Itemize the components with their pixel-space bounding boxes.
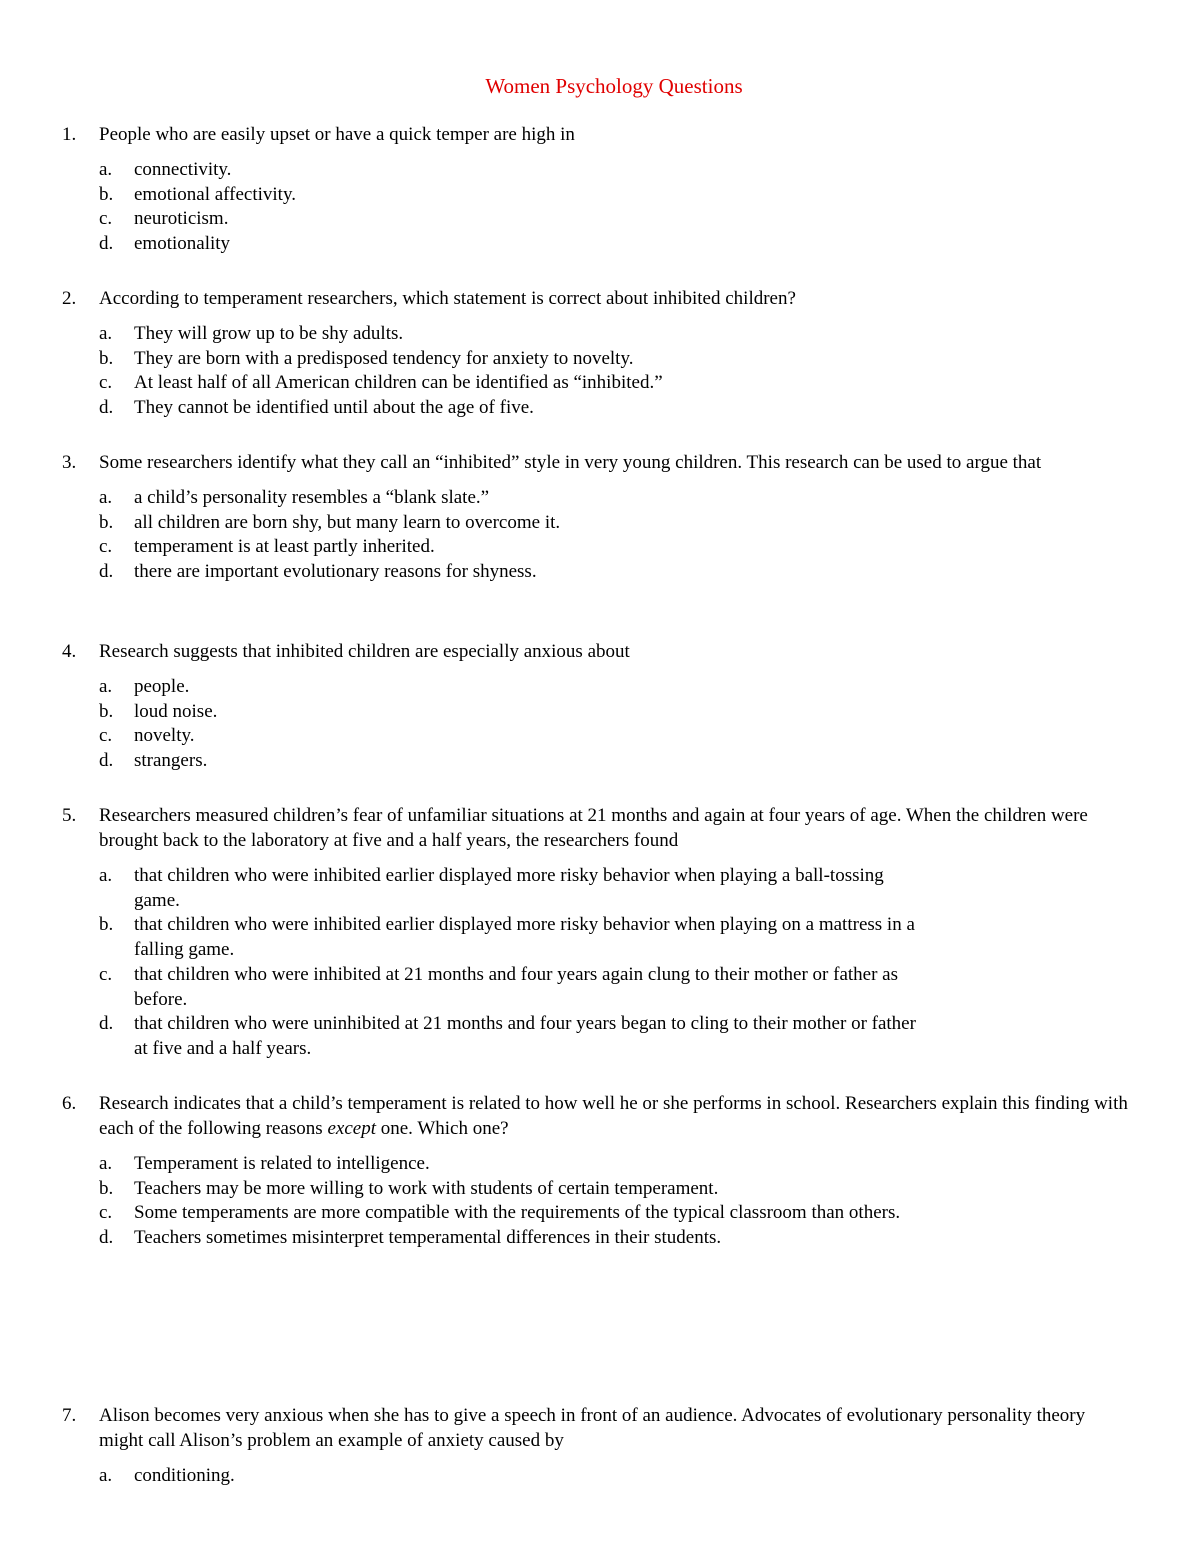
option-letter: c. [99, 725, 113, 747]
answer-option-c [62, 371, 1132, 396]
answer-option-a [62, 675, 1132, 700]
option-letter: d. [99, 233, 114, 255]
answer-options [62, 158, 1132, 257]
option-text: that children who were uninhibited at 21 months and four years began to cling to their mother or father at five and a half years. [134, 1013, 916, 1059]
option-letter: a. [99, 1465, 113, 1486]
option-letter: b. [99, 700, 114, 722]
option-letter: a. [99, 487, 113, 508]
option-letter: c. [99, 536, 113, 558]
answer-options [62, 864, 1132, 1062]
answer-option-d [62, 560, 1132, 585]
answer-option-b [62, 183, 1132, 208]
option-letter: d. [99, 561, 114, 583]
question-text: Research indicates that a child’s temperament is related to how well he or she performs in school. Researchers explain this finding with each of the following reasons except one. Which one? [99, 1093, 1128, 1139]
option-text: Temperament is related to intelligence. [134, 1153, 430, 1174]
option-text: that children who were inhibited at 21 months and four years again clung to their mother or father as before. [134, 963, 898, 1010]
option-text: that children who were inhibited earlier displayed more risky behavior when playing a ball-tossing game. [134, 865, 884, 911]
document-title: Women Psychology Questions [485, 74, 743, 98]
option-text: emotionality [134, 233, 231, 255]
question-number: 2. [62, 288, 77, 309]
answer-option-a [62, 864, 1132, 913]
option-letter: d. [99, 1227, 114, 1249]
question-number: 7. [62, 1405, 77, 1426]
question-text: Alison becomes very anxious when she has to give a speech in front of an audience. Advocates of evolutionary personality theory might call Alison’s problem an example of anxiety caused by [99, 1405, 1086, 1451]
answer-options [62, 1152, 1132, 1251]
question-number: 6. [62, 1093, 77, 1114]
answer-option-a [62, 1152, 1132, 1177]
question-5 [62, 803, 1132, 1062]
question-text: People who are easily upset or have a quick temper are high in [99, 124, 575, 145]
option-letter: b. [99, 1177, 114, 1199]
answer-option-b [62, 1177, 1132, 1202]
answer-option-b [62, 347, 1132, 372]
question-text: According to temperament researchers, which statement is correct about inhibited children? [99, 288, 796, 309]
question-4 [62, 639, 1132, 774]
option-letter: a. [99, 865, 113, 886]
option-letter: c. [99, 372, 113, 394]
option-text: Some temperaments are more compatible with the requirements of the typical classroom than others. [134, 1202, 901, 1224]
answer-option-d [62, 232, 1132, 257]
question-text: Researchers measured children’s fear of unfamiliar situations at 21 months and again at four years of age. When the children were brought back to the laboratory at five and a half years, the researchers found [99, 805, 1088, 851]
question-emphasis: except [327, 1118, 376, 1139]
option-letter: c. [99, 208, 113, 230]
answer-option-c [62, 1201, 1132, 1226]
answer-option-a [62, 158, 1132, 183]
answer-option-c [62, 207, 1132, 232]
answer-options [62, 322, 1132, 421]
question-7 [62, 1403, 1132, 1489]
option-text: that children who were inhibited earlier displayed more risky behavior when playing on a mattress in a falling game. [134, 914, 915, 961]
question-text: Research suggests that inhibited children are especially anxious about [99, 641, 630, 662]
answer-option-d [62, 1012, 1132, 1061]
answer-option-c [62, 535, 1132, 560]
question-number: 4. [62, 641, 77, 662]
option-text: They are born with a predisposed tendency for anxiety to novelty. [134, 347, 634, 369]
option-letter: a. [99, 676, 113, 697]
option-letter: b. [99, 914, 114, 936]
option-letter: c. [99, 963, 113, 985]
option-letter: d. [99, 750, 114, 772]
option-text: They will grow up to be shy adults. [134, 323, 404, 344]
question-6 [62, 1091, 1132, 1251]
option-letter: c. [99, 1202, 113, 1224]
option-letter: d. [99, 1013, 114, 1035]
answer-option-b [62, 913, 1132, 962]
option-text: Teachers may be more willing to work with students of certain temperament. [134, 1177, 719, 1199]
question-number: 5. [62, 805, 77, 826]
answer-option-b [62, 700, 1132, 725]
answer-option-a [62, 1464, 1132, 1489]
option-text: loud noise. [134, 700, 218, 722]
option-letter: b. [99, 183, 114, 205]
question-1 [62, 122, 1132, 257]
option-text: temperament is at least partly inherited. [134, 536, 435, 558]
answer-option-b [62, 511, 1132, 536]
option-text: there are important evolutionary reasons for shyness. [134, 561, 537, 583]
option-text: They cannot be identified until about the age of five. [134, 397, 534, 419]
option-letter: d. [99, 397, 114, 419]
option-letter: a. [99, 323, 113, 344]
option-letter: b. [99, 347, 114, 369]
answer-options [62, 1464, 1132, 1489]
option-letter: a. [99, 159, 113, 180]
answer-option-a [62, 322, 1132, 347]
option-text: neuroticism. [134, 208, 229, 230]
answer-option-d [62, 1226, 1132, 1251]
question-3 [62, 450, 1132, 585]
answer-option-a [62, 486, 1132, 511]
answer-option-c [62, 724, 1132, 749]
question-number: 1. [62, 124, 77, 145]
option-text: novelty. [134, 725, 195, 747]
question-text: Some researchers identify what they call an “inhibited” style in very young children. This research can be used to argue that [99, 452, 1042, 473]
answer-options [62, 675, 1132, 774]
option-text: Teachers sometimes misinterpret temperamental differences in their students. [134, 1227, 722, 1249]
option-text: all children are born shy, but many learn to overcome it. [134, 511, 561, 533]
option-letter: b. [99, 511, 114, 533]
question-2 [62, 286, 1132, 421]
option-text: At least half of all American children can be identified as “inhibited.” [134, 372, 663, 394]
question-number: 3. [62, 452, 77, 473]
option-letter: a. [99, 1153, 113, 1174]
option-text: conditioning. [134, 1465, 235, 1486]
answer-option-d [62, 749, 1132, 774]
answer-options [62, 486, 1132, 585]
option-text: people. [134, 676, 190, 697]
option-text: a child’s personality resembles a “blank slate.” [134, 487, 490, 508]
option-text: strangers. [134, 750, 208, 772]
answer-option-d [62, 396, 1132, 421]
option-text: connectivity. [134, 159, 232, 180]
option-text: emotional affectivity. [134, 183, 296, 205]
answer-option-c [62, 963, 1132, 1012]
